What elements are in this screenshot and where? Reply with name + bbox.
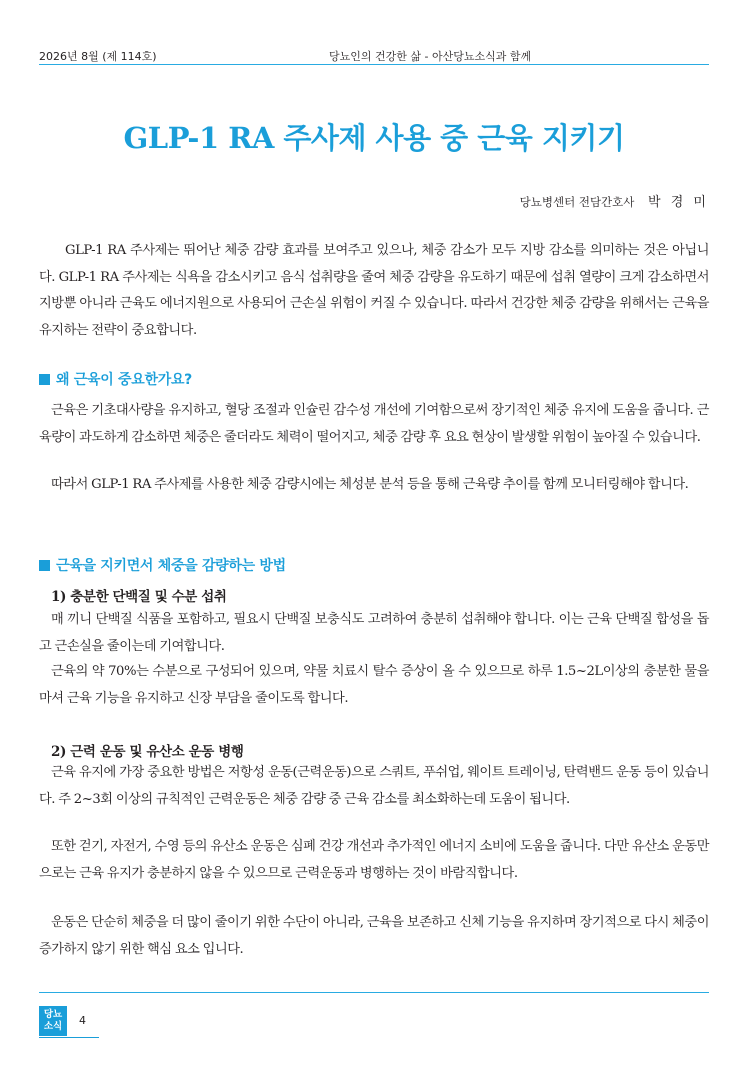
page-number: 4 — [79, 1014, 86, 1027]
body-paragraph: 매 끼니 단백질 식품을 포함하고, 필요시 단백질 보충식도 고려하여 충분히 섭취해야 합니다. 이는 근육 단백질 합성을 돕고 근손실을 줄이는데 기여합니다. — [39, 612, 709, 654]
author-name: 박 경 미 — [648, 195, 709, 210]
body-paragraph: 근육의 약 70%는 수분으로 구성되어 있으며, 약물 치료시 탈수 증상이 올 수 있으므로 하루 1.5~2L이상의 충분한 물을 마셔 근육 기능을 유지하고 신장 부담을 줄이도록 합니다. — [39, 664, 709, 706]
header-divider — [39, 64, 709, 65]
footer-divider — [39, 992, 709, 993]
newsletter-badge — [39, 1006, 67, 1036]
section-heading-text: 근육을 지키면서 체중을 감량하는 방법 — [56, 558, 286, 574]
body-paragraph: 근육 유지에 가장 중요한 방법은 저항성 운동(근력운동)으로 스쿼트, 푸쉬업, 웨이트 트레이닝, 탄력밴드 운동 등이 있습니다. 주 2~3회 이상의 규칙적인 근력운동은 체중 감량 중 근육 감소를 최소화하는데 도움이 됩니다. — [39, 765, 709, 807]
body-paragraph: 근육은 기초대사량을 유지하고, 혈당 조절과 인슐린 감수성 개선에 기여함으로써 장기적인 체중 유지에 도움을 줍니다. 근육량이 과도하게 감소하면 체중은 줄더라도 체력이 떨어지고, 체중 감량 후 요요 현상이 발생할 위험이 높아질 수 있습니다. — [39, 403, 709, 445]
body-paragraph: 운동은 단순히 체중을 더 많이 줄이기 위한 수단이 아니라, 근육을 보존하고 신체 기능을 유지하며 장기적으로 다시 체중이 증가하지 않기 위한 핵심 요소 입니다. — [39, 915, 709, 957]
section-heading-methods — [39, 555, 286, 575]
body-paragraph: 따라서 GLP-1 RA 주사제를 사용한 체중 감량시에는 체성분 분석 등을 통해 근육량 추이를 함께 모니터링해야 합니다. — [51, 477, 689, 492]
badge-line: 당뇨 — [43, 1009, 63, 1020]
article-title: GLP-1 RA 주사제 사용 중 근육 지키기 — [123, 121, 625, 155]
body-paragraph: 또한 걷기, 자전거, 수영 등의 유산소 운동은 심폐 건강 개선과 추가적인 에너지 소비에 도움을 줍니다. 다만 유산소 운동만으로는 근육 유지가 충분하지 않을 수 있으므로 근력운동과 병행하는 것이 바람직합니다. — [39, 839, 709, 881]
subheading-exercise: 2) 근력 운동 및 유산소 운동 병행 — [51, 744, 244, 760]
author-line — [520, 191, 709, 210]
square-bullet-icon — [39, 560, 50, 571]
section-heading-text: 왜 근육이 중요한가요? — [56, 372, 192, 388]
footer-accent-line — [39, 1037, 99, 1038]
series-label: 당뇨인의 건강한 삶 - 아산당뇨소식과 함께 — [329, 50, 532, 63]
section-heading-why-muscle — [39, 369, 192, 389]
issue-label: 2026년 8월 (제 114호) — [39, 50, 157, 63]
subheading-protein-water: 1) 충분한 단백질 및 수분 섭취 — [51, 589, 227, 605]
square-bullet-icon — [39, 374, 50, 385]
author-role: 당뇨병센터 전담간호사 — [519, 195, 635, 209]
badge-line: 소식 — [43, 1021, 63, 1032]
page-header — [39, 44, 709, 64]
intro-paragraph: GLP-1 RA 주사제는 뛰어난 체중 감량 효과를 보여주고 있으나, 체중 감소가 모두 지방 감소를 의미하는 것은 아닙니다. GLP-1 RA 주사제는 식욕을 감소시키고 음식 섭취량을 줄여 체중 감량을 유도하기 때문에 섭취 열량이 크게 감소하면서 지방뿐 아니라 근육도 에너지원으로 사용되어 근손실 위험이 커질 수 있습니다. 따라서 건강한 체중 감량을 위해서는 근육을 유지하는 전략이 중요합니다. — [39, 243, 709, 338]
